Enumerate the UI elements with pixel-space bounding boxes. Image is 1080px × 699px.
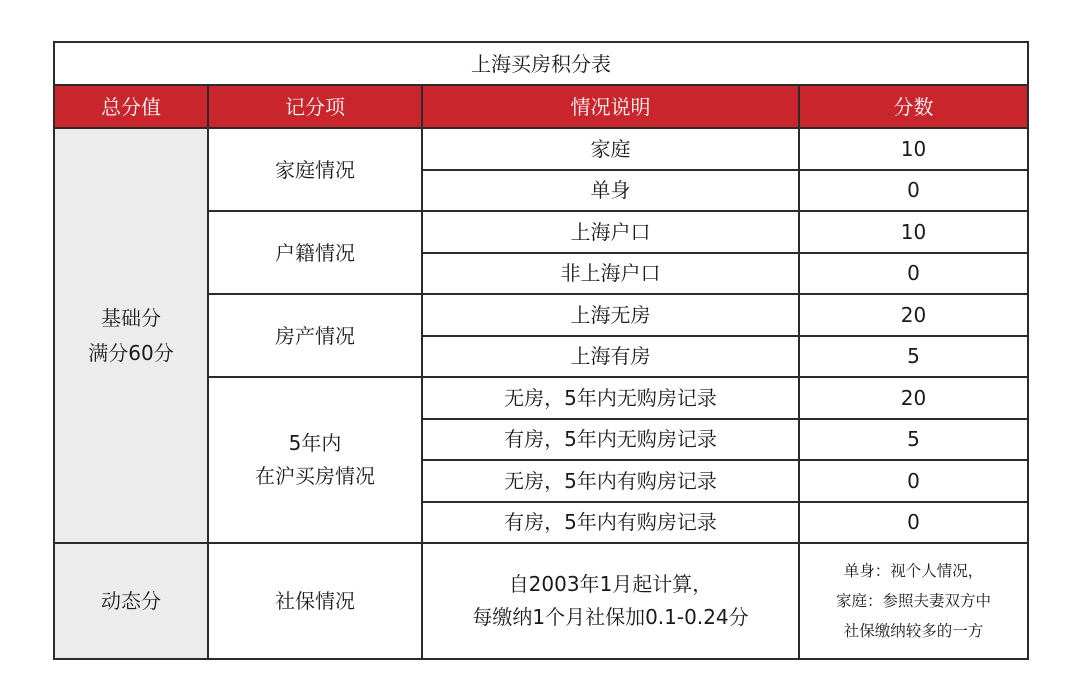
title-row bbox=[54, 42, 1028, 85]
item-five-year-line1: 5年内 bbox=[288, 431, 342, 455]
score-cell: 0 bbox=[799, 460, 1028, 502]
desc-social-security-line1: 自2003年1月起计算， bbox=[508, 572, 713, 596]
score-table bbox=[53, 41, 1029, 660]
base-score-cell bbox=[54, 128, 208, 543]
item-hukou: 户籍情况 bbox=[208, 211, 422, 294]
header-total: 总分值 bbox=[54, 85, 208, 128]
item-property: 房产情况 bbox=[208, 294, 422, 377]
desc-cell: 单身 bbox=[422, 170, 799, 212]
score-cell: 10 bbox=[799, 211, 1028, 253]
dynamic-score-label: 动态分 bbox=[54, 543, 208, 659]
desc-cell: 上海有房 bbox=[422, 336, 799, 378]
header-item: 记分项 bbox=[208, 85, 422, 128]
score-cell: 0 bbox=[799, 502, 1028, 544]
desc-cell: 无房，5年内无购房记录 bbox=[422, 377, 799, 419]
desc-cell: 有房，5年内有购房记录 bbox=[422, 502, 799, 544]
item-social-security: 社保情况 bbox=[208, 543, 422, 659]
desc-social-security bbox=[422, 543, 799, 659]
header-row bbox=[54, 85, 1028, 128]
desc-cell: 有房，5年内无购房记录 bbox=[422, 419, 799, 461]
header-desc: 情况说明 bbox=[422, 85, 799, 128]
score-table-container bbox=[53, 41, 1027, 660]
score-cell: 5 bbox=[799, 419, 1028, 461]
base-score-label: 基础分 bbox=[101, 305, 161, 330]
score-cell: 10 bbox=[799, 128, 1028, 170]
score-cell: 20 bbox=[799, 377, 1028, 419]
desc-cell: 上海户口 bbox=[422, 211, 799, 253]
score-social-security-line1: 单身：视个人情况， bbox=[843, 561, 984, 580]
score-social-security bbox=[799, 543, 1028, 659]
header-score: 分数 bbox=[799, 85, 1028, 128]
table-title: 上海买房积分表 bbox=[54, 42, 1028, 85]
score-cell: 5 bbox=[799, 336, 1028, 378]
score-cell: 0 bbox=[799, 253, 1028, 295]
table-row-dynamic bbox=[54, 543, 1028, 659]
item-five-year-line2: 在沪买房情况 bbox=[255, 464, 375, 488]
table-row bbox=[54, 128, 1028, 170]
base-score-max: 满分60分 bbox=[88, 340, 174, 365]
score-social-security-line3: 社保缴纳较多的一方 bbox=[843, 622, 984, 641]
desc-cell: 上海无房 bbox=[422, 294, 799, 336]
score-cell: 0 bbox=[799, 170, 1028, 212]
desc-social-security-line2: 每缴纳1个月社保加0.1-0.24分 bbox=[472, 605, 749, 629]
item-family: 家庭情况 bbox=[208, 128, 422, 211]
item-five-year bbox=[208, 377, 422, 543]
desc-cell: 无房，5年内有购房记录 bbox=[422, 460, 799, 502]
score-cell: 20 bbox=[799, 294, 1028, 336]
score-social-security-line2: 家庭：参照夫妻双方中 bbox=[835, 591, 991, 610]
desc-cell: 家庭 bbox=[422, 128, 799, 170]
desc-cell: 非上海户口 bbox=[422, 253, 799, 295]
